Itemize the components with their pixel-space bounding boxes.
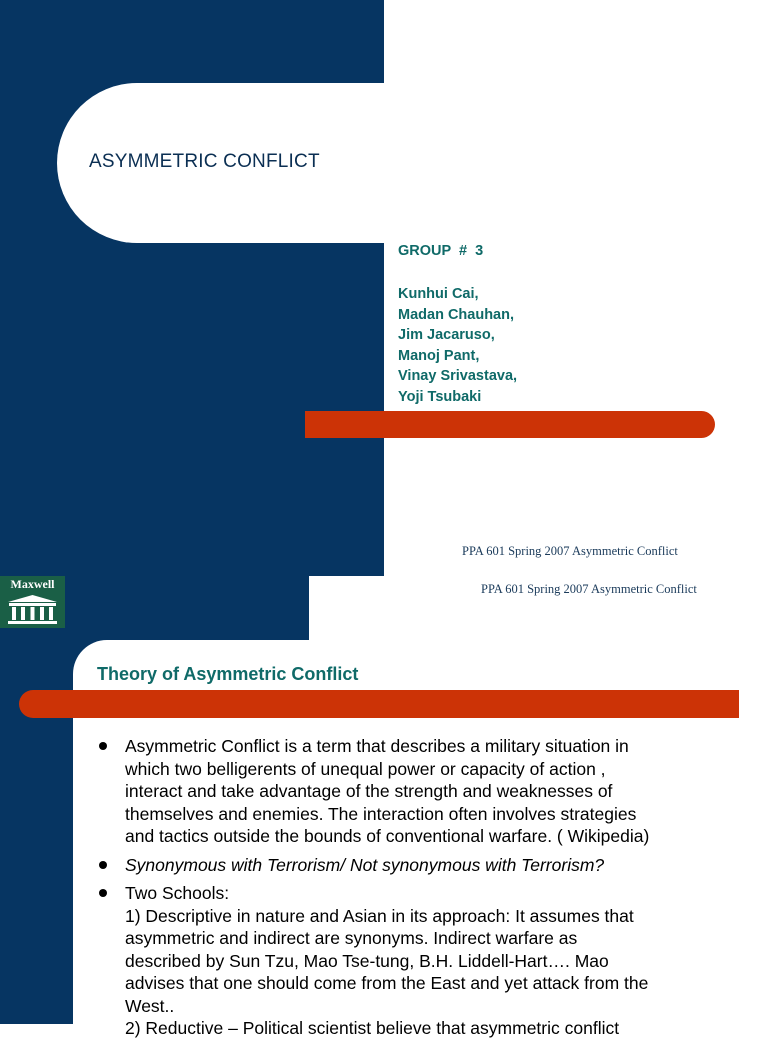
bullet-item — [97, 882, 757, 1040]
bullet-text-line: advises that one should come from the East and yet attack from the — [125, 973, 649, 993]
slide-footer: PPA 601 Spring 2007 Asymmetric Conflict — [481, 582, 697, 596]
author-name: Madan Chauhan, — [398, 306, 515, 323]
bullet-icon — [99, 861, 107, 869]
bullet-text-line: Asymmetric Conflict is a term that describes a military situation in — [125, 736, 629, 756]
bullet-item — [97, 854, 757, 877]
slide-footer: PPA 601 Spring 2007 Asymmetric Conflict — [462, 544, 678, 558]
bullet-text-line: West.. — [125, 995, 175, 1016]
bullet-text-line: themselves and enemies. The interaction often involves strategies — [125, 803, 637, 824]
maxwell-logo — [0, 576, 65, 628]
author-name: Manoj Pant, — [398, 347, 480, 364]
bullet-text-line: interact and take advantage of the strength and weaknesses of — [125, 781, 613, 801]
author-name: Jim Jacaruso, — [398, 327, 495, 343]
bullet-text-line: and tactics outside the bounds of conventional warfare. ( Wikipedia) — [125, 826, 650, 846]
slide-heading: Theory of Asymmetric Conflict — [97, 664, 359, 684]
bullet-text-line: 2) Reductive – Political scientist believe that asymmetric conflict — [125, 1018, 620, 1038]
slide-title: ASYMMETRIC CONFLICT — [89, 151, 320, 172]
orange-accent-bar — [19, 690, 739, 718]
bullet-text-line: Two Schools: — [125, 883, 230, 903]
building-icon — [0, 592, 65, 628]
bullet-text-line: 1) Descriptive in nature and Asian in its approach: It assumes that — [125, 905, 634, 926]
logo-wordmark: Maxwell — [0, 576, 65, 592]
author-name: Yoji Tsubaki — [398, 388, 482, 405]
bullet-text-line: Synonymous with Terrorism/ Not synonymous with Terrorism? — [125, 854, 605, 875]
author-list — [398, 284, 517, 407]
author-name: Vinay Srivastava, — [398, 368, 518, 384]
bullet-icon — [99, 889, 107, 897]
author-name: Kunhui Cai, — [398, 286, 479, 302]
bullet-item — [97, 735, 757, 848]
group-label: GROUP # 3 — [398, 243, 484, 259]
content-slide — [0, 576, 768, 1038]
bullet-text-line: described by Sun Tzu, Mao Tse-tung, B.H. Liddell-Hart…. Mao — [125, 950, 609, 971]
bullet-text-line: which two belligerents of unequal power or capacity of action , — [125, 758, 606, 779]
orange-accent-bar — [305, 411, 715, 438]
bullet-text-line: asymmetric and indirect are synonyms. Indirect warfare as — [125, 928, 578, 948]
bullet-icon — [99, 742, 107, 750]
bullet-list — [97, 735, 757, 1046]
